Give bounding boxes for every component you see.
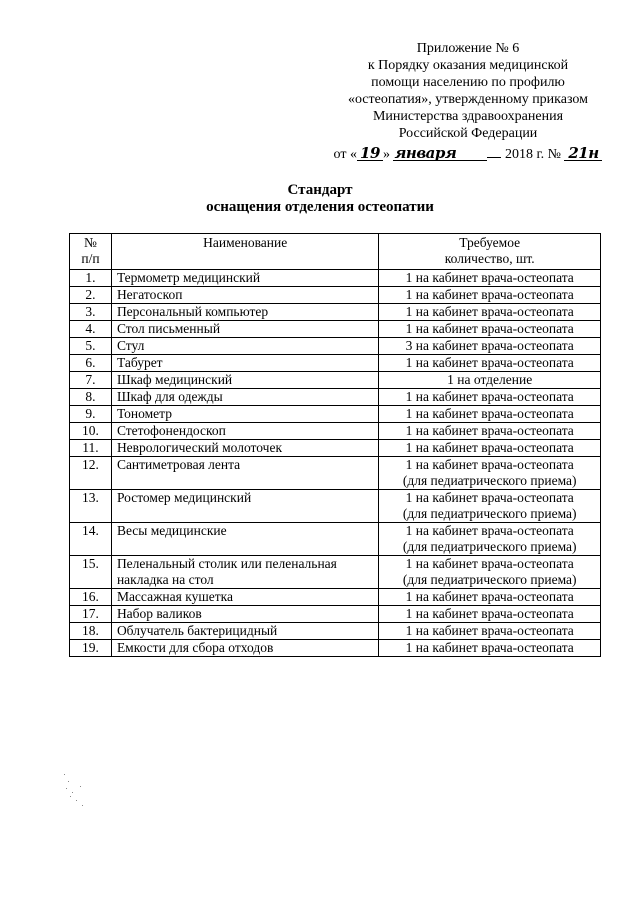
table-row bbox=[70, 355, 601, 372]
header-line-4: «остеопатия», утвержденному приказом bbox=[347, 92, 589, 107]
row-name bbox=[111, 321, 378, 338]
row-quantity-note: (для педиатрического приема) bbox=[402, 572, 577, 587]
row-quantity-text: 1 на кабинет врача-остеопата bbox=[405, 556, 574, 571]
table-row bbox=[70, 490, 601, 523]
date-prefix: от « bbox=[333, 147, 357, 162]
row-quantity bbox=[379, 640, 601, 657]
row-quantity-text: 1 на кабинет врача-остеопата bbox=[405, 321, 574, 336]
row-quantity-text: 1 на кабинет врача-остеопата bbox=[405, 490, 574, 505]
row-number: 4. bbox=[70, 321, 112, 338]
row-number: 3. bbox=[70, 304, 112, 321]
row-number: 5. bbox=[70, 338, 112, 355]
table-row bbox=[70, 304, 601, 321]
row-name bbox=[111, 304, 378, 321]
row-quantity-text: 1 на кабинет врача-остеопата bbox=[405, 270, 574, 285]
table-row bbox=[70, 321, 601, 338]
row-name-text: Массажная кушетка bbox=[116, 589, 233, 604]
header-quantity bbox=[379, 234, 601, 270]
row-name-text: Емкости для сбора отходов bbox=[116, 640, 274, 655]
row-quantity bbox=[379, 372, 601, 389]
row-quantity bbox=[379, 523, 601, 556]
row-quantity-text: 1 на кабинет врача-остеопата bbox=[405, 440, 574, 455]
row-name-text: Сантиметровая лента bbox=[116, 457, 241, 472]
header-line-5: Министерства здравоохранения bbox=[372, 109, 564, 124]
row-quantity bbox=[379, 440, 601, 457]
table-row bbox=[70, 440, 601, 457]
table-row bbox=[70, 423, 601, 440]
header-name-text: Наименование bbox=[203, 235, 288, 250]
row-quantity-text: 1 на кабинет врача-остеопата bbox=[405, 523, 574, 538]
row-number: 8. bbox=[70, 389, 112, 406]
table-row bbox=[70, 523, 601, 556]
row-name bbox=[111, 406, 378, 423]
table-row bbox=[70, 389, 601, 406]
table-row bbox=[70, 640, 601, 657]
row-name bbox=[111, 440, 378, 457]
row-name-text-2: накладка на стол bbox=[116, 572, 214, 587]
row-number: 11. bbox=[70, 440, 112, 457]
row-quantity-text: 1 на кабинет врача-остеопата bbox=[405, 406, 574, 421]
row-name-text: Персональный компьютер bbox=[116, 304, 269, 319]
row-number: 13. bbox=[70, 490, 112, 523]
row-number: 18. bbox=[70, 623, 112, 640]
row-quantity bbox=[379, 321, 601, 338]
row-quantity bbox=[379, 623, 601, 640]
row-quantity-note: (для педиатрического приема) bbox=[402, 473, 577, 488]
row-name bbox=[111, 355, 378, 372]
row-name-text: Пеленальный столик или пеленальная bbox=[116, 556, 337, 571]
header-line-1: Приложение № 6 bbox=[416, 41, 520, 56]
row-quantity-text: 1 на кабинет врача-остеопата bbox=[405, 304, 574, 319]
table-row bbox=[70, 457, 601, 490]
row-name bbox=[111, 623, 378, 640]
row-number: 7. bbox=[70, 372, 112, 389]
row-name-text: Стул bbox=[116, 338, 145, 353]
row-quantity bbox=[379, 457, 601, 490]
row-quantity-text: 1 на кабинет врача-остеопата bbox=[405, 287, 574, 302]
row-quantity-text: 1 на кабинет врача-остеопата bbox=[405, 640, 574, 655]
row-number: 9. bbox=[70, 406, 112, 423]
row-name bbox=[111, 423, 378, 440]
row-name-text: Облучатель бактерицидный bbox=[116, 623, 278, 638]
row-quantity bbox=[379, 304, 601, 321]
table-header-row bbox=[70, 234, 601, 270]
row-quantity-text: 1 на кабинет врача-остеопата bbox=[405, 355, 574, 370]
scan-noise bbox=[62, 772, 102, 812]
date-year: 2018 г. № bbox=[504, 147, 561, 162]
row-quantity bbox=[379, 355, 601, 372]
table-row bbox=[70, 287, 601, 304]
row-number: 2. bbox=[70, 287, 112, 304]
row-name-text: Набор валиков bbox=[116, 606, 202, 621]
row-name bbox=[111, 606, 378, 623]
row-quantity-text: 1 на отделение bbox=[447, 372, 533, 387]
row-name bbox=[111, 270, 378, 287]
row-quantity bbox=[379, 389, 601, 406]
header-name bbox=[111, 234, 378, 270]
row-number: 17. bbox=[70, 606, 112, 623]
row-name bbox=[111, 338, 378, 355]
row-name-text: Стетофонендоскоп bbox=[116, 423, 226, 438]
row-number: 14. bbox=[70, 523, 112, 556]
row-quantity bbox=[379, 270, 601, 287]
header-number bbox=[70, 234, 112, 270]
row-number: 16. bbox=[70, 589, 112, 606]
row-quantity-text: 1 на кабинет врача-остеопата bbox=[405, 457, 574, 472]
row-quantity-note: (для педиатрического приема) bbox=[402, 506, 577, 521]
appendix-header bbox=[318, 40, 618, 163]
row-name-text: Ростомер медицинский bbox=[116, 490, 252, 505]
header-quantity-line-2: количество, шт. bbox=[444, 251, 535, 266]
row-number: 15. bbox=[70, 556, 112, 589]
row-name-text: Табурет bbox=[116, 355, 163, 370]
row-name-text: Шкаф для одежды bbox=[116, 389, 223, 404]
row-number: 12. bbox=[70, 457, 112, 490]
document-title bbox=[0, 182, 640, 216]
row-number: 19. bbox=[70, 640, 112, 657]
table-row bbox=[70, 338, 601, 355]
handwritten-order-number: 21н bbox=[564, 146, 602, 161]
row-quantity bbox=[379, 490, 601, 523]
equipment-table bbox=[69, 233, 601, 657]
header-line-6: Российской Федерации bbox=[398, 126, 538, 141]
row-quantity bbox=[379, 406, 601, 423]
row-quantity-text: 1 на кабинет врача-остеопата bbox=[405, 606, 574, 621]
row-name-text: Шкаф медицинский bbox=[116, 372, 233, 387]
date-underline bbox=[487, 144, 501, 158]
table-row bbox=[70, 623, 601, 640]
handwritten-month: января bbox=[393, 146, 487, 161]
row-number: 1. bbox=[70, 270, 112, 287]
row-quantity bbox=[379, 606, 601, 623]
table-row bbox=[70, 406, 601, 423]
row-number: 10. bbox=[70, 423, 112, 440]
row-quantity-text: 1 на кабинет врача-остеопата bbox=[405, 589, 574, 604]
row-name-text: Неврологический молоточек bbox=[116, 440, 283, 455]
table-row bbox=[70, 606, 601, 623]
row-name-text: Весы медицинские bbox=[116, 523, 227, 538]
row-name bbox=[111, 523, 378, 556]
row-quantity bbox=[379, 589, 601, 606]
order-date-line bbox=[318, 144, 618, 163]
row-quantity bbox=[379, 556, 601, 589]
row-name bbox=[111, 589, 378, 606]
header-quantity-line-1: Требуемое bbox=[459, 235, 521, 250]
row-name-text: Стол письменный bbox=[116, 321, 221, 336]
row-quantity-text: 1 на кабинет врача-остеопата bbox=[405, 623, 574, 638]
handwritten-day: 19 bbox=[357, 146, 383, 161]
table-row bbox=[70, 589, 601, 606]
row-quantity bbox=[379, 423, 601, 440]
header-line-2: к Порядку оказания медицинской bbox=[367, 58, 569, 73]
row-name bbox=[111, 372, 378, 389]
table-row bbox=[70, 372, 601, 389]
row-name-text: Термометр медицинский bbox=[116, 270, 261, 285]
row-quantity-text: 1 на кабинет врача-остеопата bbox=[405, 423, 574, 438]
row-name bbox=[111, 490, 378, 523]
header-line-3: помощи населению по профилю bbox=[371, 75, 565, 90]
table-row bbox=[70, 270, 601, 287]
row-name bbox=[111, 389, 378, 406]
row-name-text: Негатоскоп bbox=[116, 287, 183, 302]
row-quantity-note: (для педиатрического приема) bbox=[402, 539, 577, 554]
row-name bbox=[111, 287, 378, 304]
table-row bbox=[70, 556, 601, 589]
row-name bbox=[111, 640, 378, 657]
row-quantity-text: 1 на кабинет врача-остеопата bbox=[405, 389, 574, 404]
header-number-line-1: № bbox=[84, 235, 97, 250]
title-line-2: оснащения отделения остеопатии bbox=[206, 199, 434, 215]
date-mid: » bbox=[382, 147, 390, 162]
row-name-text: Тонометр bbox=[116, 406, 172, 421]
row-quantity bbox=[379, 287, 601, 304]
row-quantity-text: 3 на кабинет врача-остеопата bbox=[405, 338, 574, 353]
row-quantity bbox=[379, 338, 601, 355]
title-line-1: Стандарт bbox=[287, 182, 353, 198]
header-number-line-2: п/п bbox=[81, 251, 100, 266]
row-name bbox=[111, 556, 378, 589]
row-number: 6. bbox=[70, 355, 112, 372]
row-name bbox=[111, 457, 378, 490]
